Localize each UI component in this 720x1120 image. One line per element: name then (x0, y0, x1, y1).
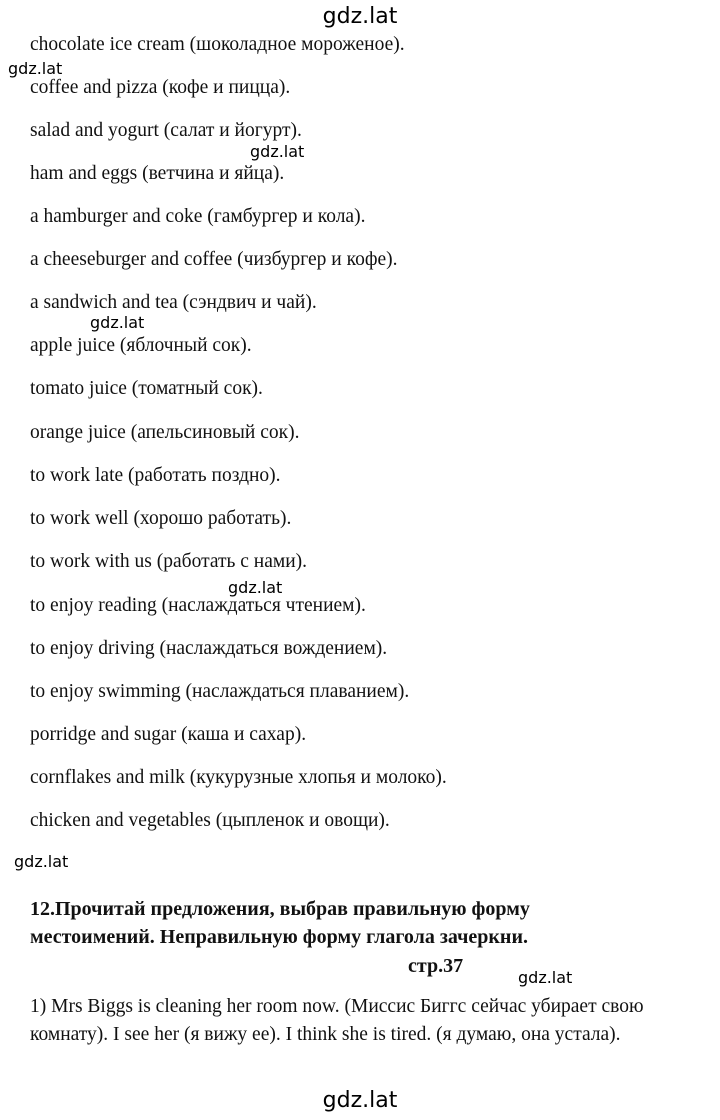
task-paragraph: 1) Mrs Biggs is cleaning her room now. (Миссис Биггс сейчас убирает свою комнату). I see her (я вижу ее). I think she is tired. (я думаю, она устала). (30, 996, 644, 1045)
watermark-small: gdz.lat (90, 313, 145, 332)
phrase-line: ham and eggs (ветчина и яйца). (30, 163, 285, 184)
phrase-line: tomato juice (томатный сок). (30, 378, 263, 399)
watermark-top: gdz.lat (322, 4, 398, 29)
phrase-line: chicken and vegetables (цыпленок и овощи). (30, 810, 390, 831)
watermark-small: gdz.lat (518, 968, 573, 987)
phrase-line: to work well (хорошо работать). (30, 508, 292, 529)
watermark-bottom: gdz.lat (322, 1088, 398, 1113)
task-heading-line2: местоимений. Неправильную форму глагола зачеркни. (30, 926, 528, 948)
phrase-line: apple juice (яблочный сок). (30, 335, 252, 356)
page-reference: стр.37 (408, 955, 464, 977)
phrase-line: coffee and pizza (кофе и пицца). (30, 77, 291, 98)
phrase-line: chocolate ice cream (шоколадное мороженое). (30, 34, 405, 55)
task-heading-line1: 12.Прочитай предложения, выбрав правильную форму (30, 898, 530, 920)
phrase-line: a sandwich and tea (сэндвич и чай). (30, 292, 317, 313)
phrase-line: salad and yogurt (салат и йогурт). (30, 120, 302, 141)
watermark-small: gdz.lat (14, 852, 69, 871)
phrase-line: a hamburger and coke (гамбургер и кола). (30, 206, 366, 227)
phrase-line: to work with us (работать с нами). (30, 551, 308, 572)
phrase-line: cornflakes and milk (кукурузные хлопья и молоко). (30, 767, 447, 788)
phrase-line: a cheeseburger and coffee (чизбургер и кофе). (30, 249, 398, 270)
phrase-line: porridge and sugar (каша и сахар). (30, 724, 307, 745)
phrase-line: to enjoy driving (наслаждаться вождением). (30, 638, 388, 659)
watermark-small: gdz.lat (8, 59, 63, 78)
watermark-small: gdz.lat (250, 142, 305, 161)
phrase-line: orange juice (апельсиновый сок). (30, 422, 300, 443)
phrase-line: to work late (работать поздно). (30, 465, 281, 486)
phrase-line: to enjoy reading (наслаждаться чтением). (30, 595, 366, 616)
watermark-small: gdz.lat (228, 578, 283, 597)
phrase-line: to enjoy swimming (наслаждаться плаванием). (30, 681, 410, 702)
